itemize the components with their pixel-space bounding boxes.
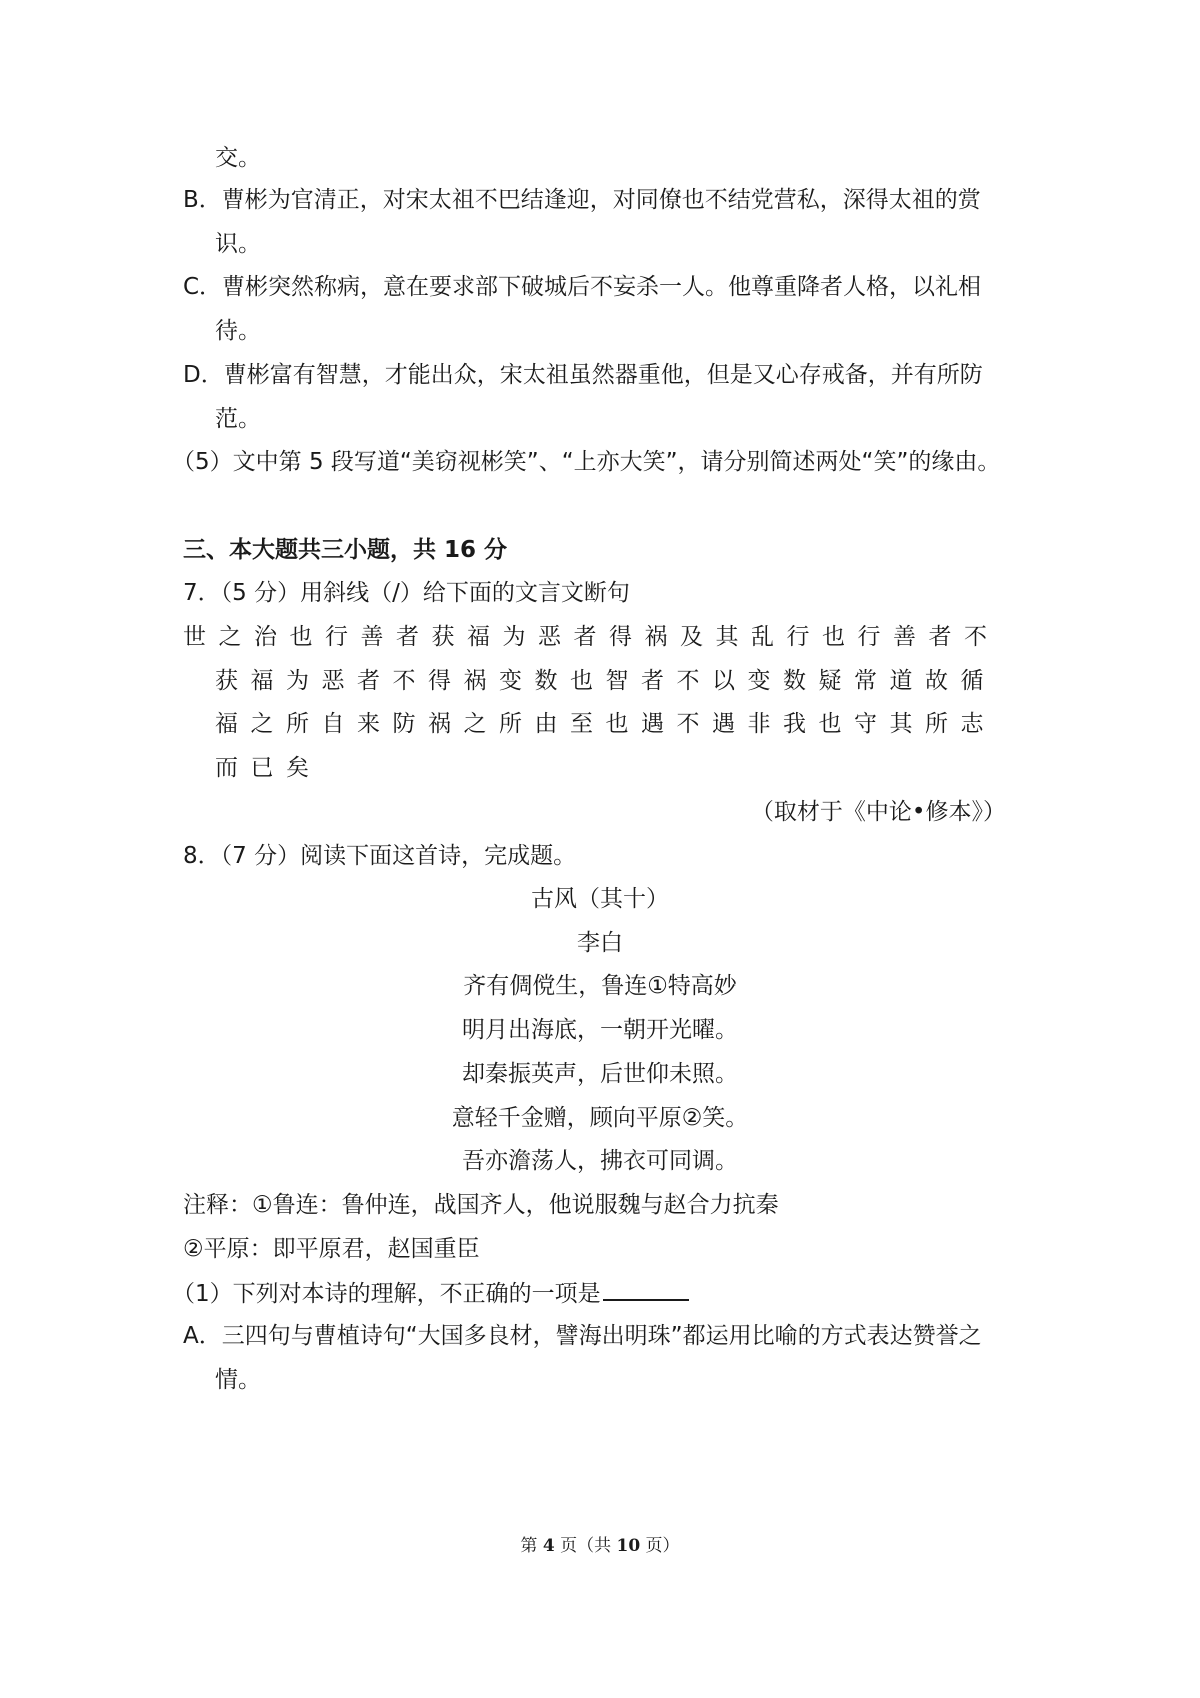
footer-page-number: 4	[542, 1536, 555, 1556]
question-8-prompt: 8．（7 分）阅读下面这首诗，完成题。	[183, 843, 577, 869]
poem-line-1: 齐有倜傥生，鲁连①特高妙	[463, 973, 737, 999]
question-8-sub1	[172, 1277, 689, 1310]
answer-blank	[603, 1277, 689, 1301]
option-b-line2: 识。	[215, 231, 261, 257]
option-d-line1: D．曹彬富有智慧，才能出众，宋太祖虽然器重他，但是又心存戒备，并有所防	[183, 362, 983, 388]
footer-suffix: 页）	[640, 1536, 680, 1556]
question-5: （5）文中第 5 段写道“美窃视彬笑”、“上亦大笑”，请分别简述两处“笑”的缘由。	[172, 449, 1001, 475]
footer-middle: 页（共	[554, 1536, 617, 1556]
classical-text-line3: 福之所自来防祸之所由至也遇不遇非我也守其所志	[215, 711, 996, 737]
poem-line-4: 意轻千金赠，顾向平原②笑。	[451, 1105, 749, 1131]
option-d-line2: 范。	[215, 406, 261, 432]
classical-text-line4: 而已矣	[215, 755, 322, 781]
option-a-line2: 情。	[215, 1367, 261, 1393]
question-8-sub1-text: （1）下列对本诗的理解，不正确的一项是	[172, 1281, 601, 1307]
section-3-title: 三、本大题共三小题，共 16 分	[183, 537, 508, 563]
poem-author: 李白	[577, 930, 623, 956]
footer-prefix: 第	[520, 1536, 543, 1556]
poem-line-2: 明月出海底，一朝开光曜。	[462, 1017, 738, 1043]
option-c-line1: C．曹彬突然称病，意在要求部下破城后不妄杀一人。他尊重降者人格，以礼相	[183, 274, 982, 300]
page-footer	[0, 1534, 1200, 1558]
classical-text-line1: 世之治也行善者获福为恶者得祸及其乱行也行善者不	[183, 624, 1000, 650]
previous-option-continuation: 交。	[215, 145, 261, 171]
poem-note-1: 注释：①鲁连：鲁仲连，战国齐人，他说服魏与赵合力抗秦	[183, 1192, 779, 1218]
poem-note-2: ②平原：即平原君，赵国重臣	[183, 1236, 480, 1262]
text-source: （取材于《中论•修本》）	[750, 799, 1006, 825]
poem-line-3: 却秦振英声，后世仰未照。	[462, 1061, 738, 1087]
question-7-prompt: 7．（5 分）用斜线（/）给下面的文言文断句	[183, 580, 630, 606]
poem-line-5: 吾亦澹荡人，拂衣可同调。	[462, 1148, 738, 1174]
option-a-line1: A．三四句与曹植诗句“大国多良材，譬海出明珠”都运用比喻的方式表达赞誉之	[183, 1323, 982, 1349]
option-c-line2: 待。	[215, 318, 261, 344]
poem-title: 古风（其十）	[531, 886, 669, 912]
footer-total-pages: 10	[616, 1536, 641, 1556]
classical-text-line2: 获福为恶者不得祸变数也智者不以变数疑常道故循	[215, 668, 996, 694]
option-b-line1: B．曹彬为官清正，对宋太祖不巴结逢迎，对同僚也不结党营私，深得太祖的赏	[183, 187, 981, 213]
